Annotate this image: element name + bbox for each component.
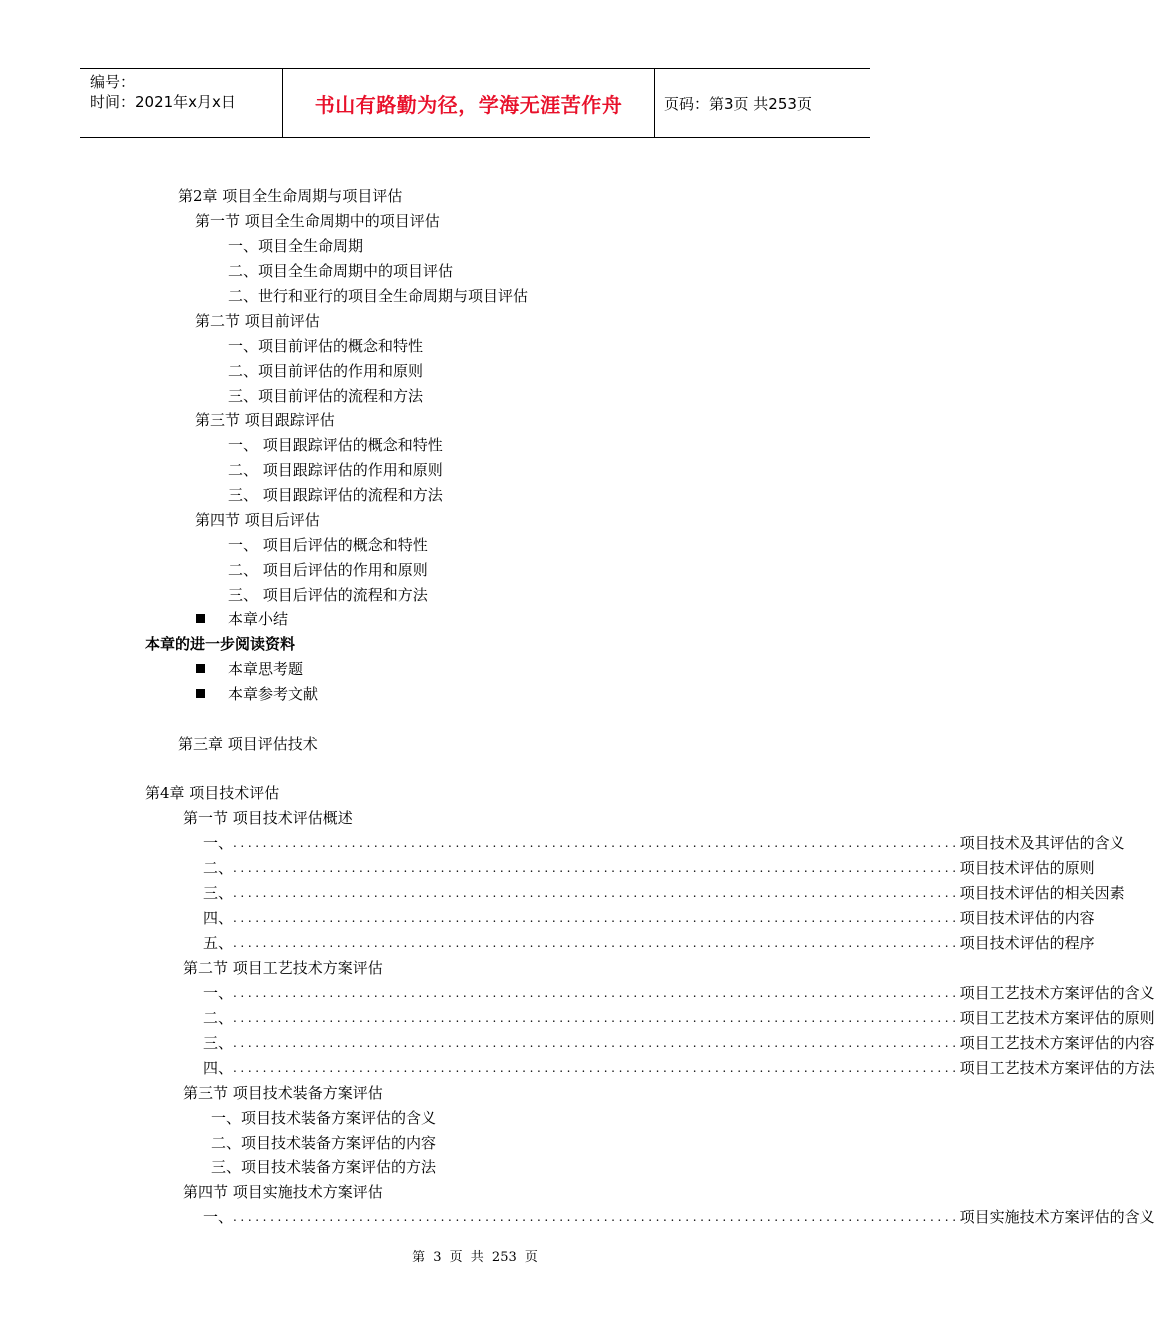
toc-dotted-entry <box>203 1006 1155 1030</box>
dot-leader: .................................................................................................. <box>233 1011 960 1025</box>
ch2-section-3-title: 第三节 项目跟踪评估 <box>195 411 335 429</box>
entry-number: 一、 <box>203 1208 234 1226</box>
square-bullet-icon <box>196 689 205 698</box>
number-label: 编号： <box>90 73 136 91</box>
entry-number: 一、 <box>203 984 234 1002</box>
square-bullet-icon <box>196 614 205 623</box>
toc-item: 二、项目技术装备方案评估的内容 <box>211 1134 437 1152</box>
dot-leader: .................................................................................................. <box>233 986 960 1000</box>
entry-title: 项目工艺技术方案评估的含义 <box>959 984 1155 1002</box>
toc-item: 三、 项目跟踪评估的流程和方法 <box>228 486 443 504</box>
entry-number: 二、 <box>203 859 234 877</box>
toc-item: 一、 项目后评估的概念和特性 <box>228 536 428 554</box>
bullet-item-summary <box>196 607 288 631</box>
entry-number: 三、 <box>203 884 234 902</box>
header-motto: 书山有路勤为径，学海无涯苦作舟 <box>314 92 623 117</box>
toc-item: 二、项目全生命周期中的项目评估 <box>228 262 454 280</box>
references-label: 本章参考文献 <box>228 685 319 703</box>
entry-title: 项目工艺技术方案评估的内容 <box>959 1034 1155 1052</box>
page-header <box>80 68 870 138</box>
questions-label: 本章思考题 <box>228 660 304 678</box>
entry-number: 四、 <box>203 1059 234 1077</box>
entry-title: 项目工艺技术方案评估的方法 <box>959 1059 1155 1077</box>
dot-leader: .................................................................................................. <box>233 1036 960 1050</box>
entry-number: 四、 <box>203 909 234 927</box>
ch2-section-2-title: 第二节 项目前评估 <box>195 312 320 330</box>
toc-dotted-entry <box>203 981 1155 1005</box>
entry-title: 项目技术评估的程序 <box>959 934 1095 952</box>
further-reading-heading: 本章的进一步阅读资料 <box>145 635 296 653</box>
entry-title: 项目技术评估的原则 <box>959 859 1095 877</box>
entry-title: 项目工艺技术方案评估的原则 <box>959 1009 1155 1027</box>
ch4-section-4-title: 第四节 项目实施技术方案评估 <box>183 1183 383 1201</box>
toc-item: 三、项目技术装备方案评估的方法 <box>211 1158 437 1176</box>
entry-number: 三、 <box>203 1034 234 1052</box>
entry-title: 项目技术及其评估的含义 <box>959 834 1125 852</box>
entry-title: 项目技术评估的相关因素 <box>959 884 1125 902</box>
bullet-item-questions <box>196 657 303 681</box>
summary-label: 本章小结 <box>228 610 289 628</box>
entry-number: 五、 <box>203 934 234 952</box>
header-divider <box>654 69 655 137</box>
header-meta <box>90 69 280 137</box>
bullet-item-references <box>196 682 318 706</box>
toc-item: 三、 项目后评估的流程和方法 <box>228 586 428 604</box>
toc-item: 二、项目前评估的作用和原则 <box>228 362 424 380</box>
dot-leader: .................................................................................................. <box>233 936 960 950</box>
entry-title: 项目技术评估的内容 <box>959 909 1095 927</box>
time-label: 时间：2021年x月x日 <box>90 93 236 111</box>
toc-item: 二、 项目后评估的作用和原则 <box>228 561 428 579</box>
toc-dotted-entry <box>203 1056 1155 1080</box>
toc-item: 一、项目前评估的概念和特性 <box>228 337 424 355</box>
toc-dotted-entry <box>203 856 1095 880</box>
toc-item: 一、项目技术装备方案评估的含义 <box>211 1109 437 1127</box>
toc-item: 一、 项目跟踪评估的概念和特性 <box>228 436 443 454</box>
ch4-section-1-title: 第一节 项目技术评估概述 <box>183 809 353 827</box>
page-footer: 第 3 页 共 253 页 <box>412 1250 538 1265</box>
toc-dotted-entry <box>203 831 1125 855</box>
dot-leader: .................................................................................................. <box>233 1210 960 1224</box>
entry-number: 二、 <box>203 1009 234 1027</box>
toc-dotted-entry <box>203 1031 1155 1055</box>
toc-dotted-entry <box>203 906 1095 930</box>
dot-leader: .................................................................................................. <box>233 861 960 875</box>
header-page-info: 页码：第3页 共253页 <box>664 94 812 113</box>
ch2-section-4-title: 第四节 项目后评估 <box>195 511 320 529</box>
toc-dotted-entry <box>203 1205 1155 1229</box>
entry-number: 一、 <box>203 834 234 852</box>
dot-leader: .................................................................................................. <box>233 836 960 850</box>
toc-dotted-entry <box>203 931 1095 955</box>
toc-item: 三、项目前评估的流程和方法 <box>228 387 424 405</box>
dot-leader: .................................................................................................. <box>233 911 960 925</box>
chapter-2-title: 第2章 项目全生命周期与项目评估 <box>178 187 403 205</box>
dot-leader: .................................................................................................. <box>233 1061 960 1075</box>
ch2-section-1-title: 第一节 项目全生命周期中的项目评估 <box>195 212 440 230</box>
entry-title: 项目实施技术方案评估的含义 <box>959 1208 1155 1226</box>
ch4-section-2-title: 第二节 项目工艺技术方案评估 <box>183 959 383 977</box>
chapter-4-title: 第4章 项目技术评估 <box>145 784 280 802</box>
toc-item: 二、世行和亚行的项目全生命周期与项目评估 <box>228 287 529 305</box>
dot-leader: .................................................................................................. <box>233 886 960 900</box>
toc-item: 一、项目全生命周期 <box>228 237 364 255</box>
square-bullet-icon <box>196 664 205 673</box>
ch4-section-3-title: 第三节 项目技术装备方案评估 <box>183 1084 383 1102</box>
toc-dotted-entry <box>203 881 1125 905</box>
toc-item: 二、 项目跟踪评估的作用和原则 <box>228 461 443 479</box>
chapter-3-title: 第三章 项目评估技术 <box>178 735 318 753</box>
